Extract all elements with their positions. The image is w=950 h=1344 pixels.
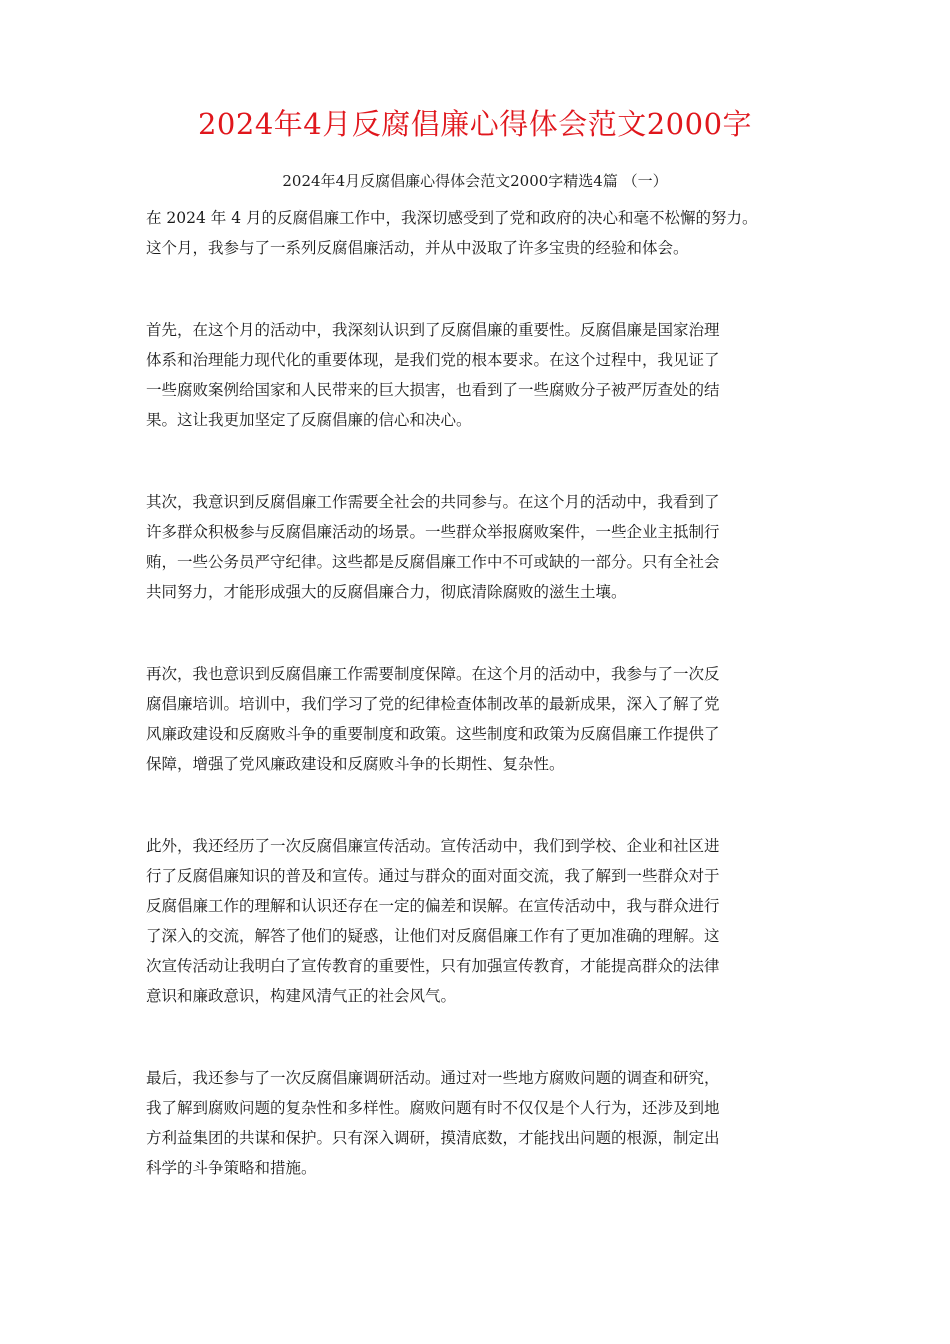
text-line: 许多群众积极参与反腐倡廉活动的场景。一些群众举报腐败案件，一些企业主抵制行 — [146, 523, 720, 541]
text-line: 次宣传活动让我明白了宣传教育的重要性，只有加强宣传教育，才能提高群众的法律 — [146, 957, 720, 975]
paragraph — [146, 487, 826, 607]
text-line: 一些腐败案例给国家和人民带来的巨大损害，也看到了一些腐败分子被严厉查处的结 — [146, 381, 720, 399]
text-line: 行了反腐倡廉知识的普及和宣传。通过与群众的面对面交流，我了解到一些群众对于 — [146, 867, 720, 885]
text-line: 方利益集团的共谋和保护。只有深入调研，摸清底数，才能找出问题的根源，制定出 — [146, 1129, 720, 1147]
text-line: 贿，一些公务员严守纪律。这些都是反腐倡廉工作中不可或缺的一部分。只有全社会 — [146, 553, 720, 571]
text-line: 这个月，我参与了一系列反腐倡廉活动，并从中汲取了许多宝贵的经验和体会。 — [146, 239, 689, 257]
text-line: 果。这让我更加坚定了反腐倡廉的信心和决心。 — [146, 411, 472, 429]
text-line: 腐倡廉培训。培训中，我们学习了党的纪律检查体制改革的最新成果，深入了解了党 — [146, 695, 720, 713]
paragraph — [146, 1063, 826, 1183]
document-title: 2024年4月反腐倡廉心得体会范文2000字 — [197, 107, 753, 141]
text-line: 最后，我还参与了一次反腐倡廉调研活动。通过对一些地方腐败问题的调查和研究， — [146, 1069, 720, 1087]
text-line: 意识和廉政意识，构建风清气正的社会风气。 — [146, 987, 457, 1005]
text-line: 风廉政建设和反腐败斗争的重要制度和政策。这些制度和政策为反腐倡廉工作提供了 — [146, 725, 720, 743]
paragraph — [146, 203, 826, 263]
text-line: 其次，我意识到反腐倡廉工作需要全社会的共同参与。在这个月的活动中，我看到了 — [146, 493, 720, 511]
text-line: 保障，增强了党风廉政建设和反腐败斗争的长期性、复杂性。 — [146, 755, 565, 773]
text-line: 在 2024 年 4 月的反腐倡廉工作中，我深切感受到了党和政府的决心和毫不松懈的努力。 — [146, 209, 758, 227]
document-subtitle: 2024年4月反腐倡廉心得体会范文2000字精选4篇 （一） — [282, 172, 668, 190]
text-line: 了深入的交流，解答了他们的疑惑，让他们对反腐倡廉工作有了更加准确的理解。这 — [146, 927, 720, 945]
text-line: 再次，我也意识到反腐倡廉工作需要制度保障。在这个月的活动中，我参与了一次反 — [146, 665, 720, 683]
text-line: 反腐倡廉工作的理解和认识还存在一定的偏差和误解。在宣传活动中，我与群众进行 — [146, 897, 720, 915]
text-line: 首先，在这个月的活动中，我深刻认识到了反腐倡廉的重要性。反腐倡廉是国家治理 — [146, 321, 720, 339]
paragraph — [146, 831, 826, 1011]
text-line: 我了解到腐败问题的复杂性和多样性。腐败问题有时不仅仅是个人行为，还涉及到地 — [146, 1099, 720, 1117]
text-line: 此外，我还经历了一次反腐倡廉宣传活动。宣传活动中，我们到学校、企业和社区进 — [146, 837, 720, 855]
paragraph — [146, 659, 826, 779]
text-line: 科学的斗争策略和措施。 — [146, 1159, 317, 1177]
paragraph — [146, 315, 826, 435]
text-line: 体系和治理能力现代化的重要体现，是我们党的根本要求。在这个过程中，我见证了 — [146, 351, 720, 369]
text-line: 共同努力，才能形成强大的反腐倡廉合力，彻底清除腐败的滋生土壤。 — [146, 583, 627, 601]
document-body — [146, 203, 826, 1183]
